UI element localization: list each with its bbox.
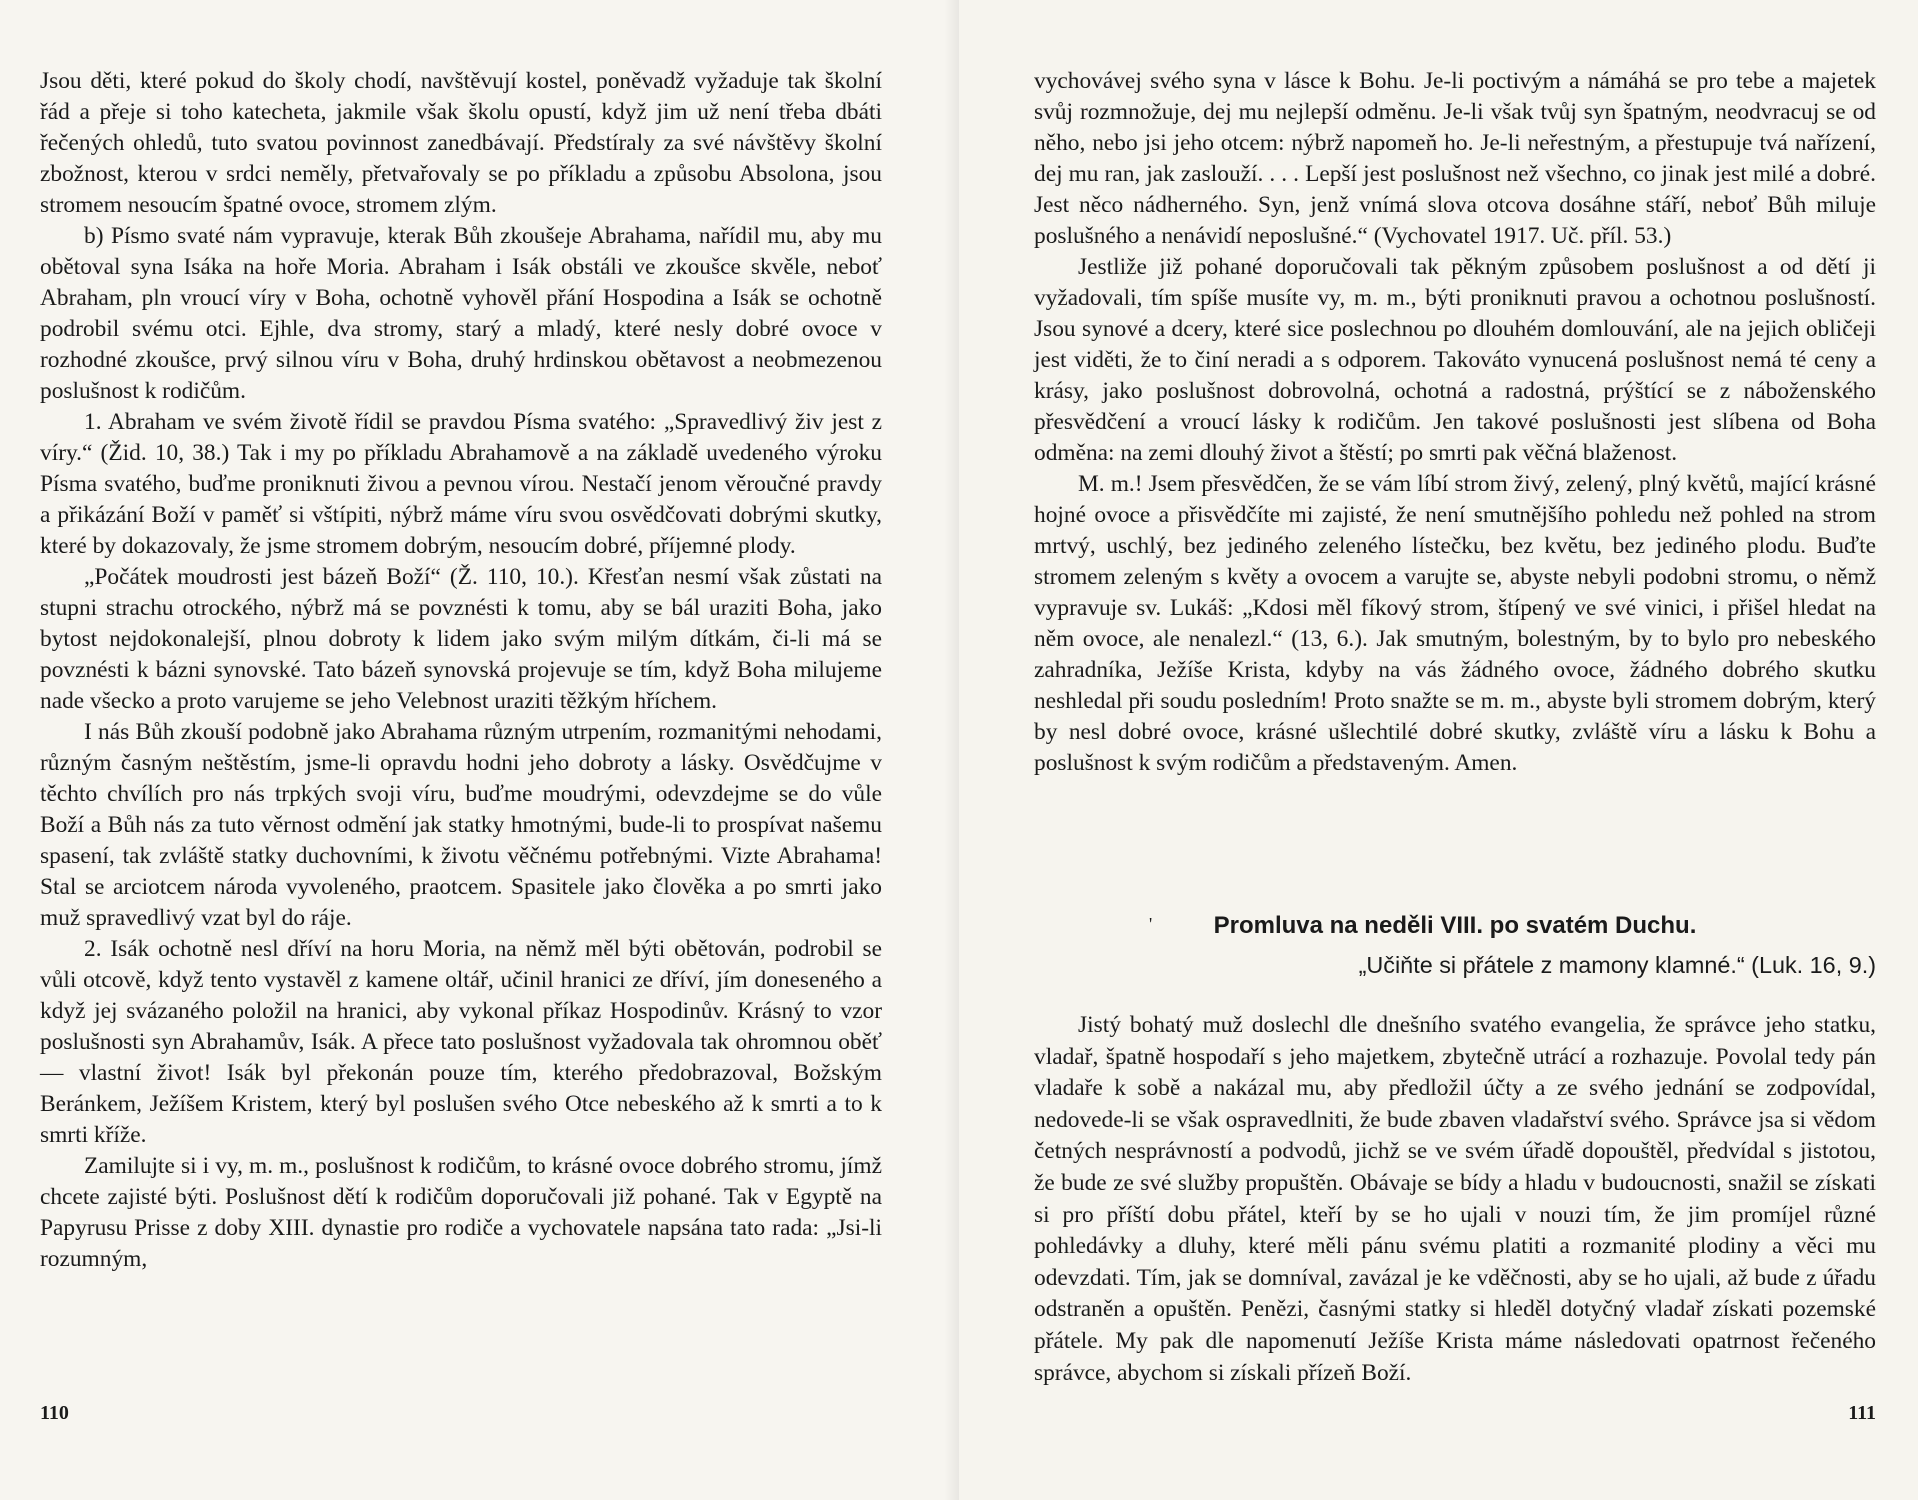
paragraph: Jsou děti, které pokud do školy chodí, navštěvují kostel, poněvadž vyžaduje tak školní řád a přeje si toho katecheta, jakmile však školu opustí, když jim už není třeba dbáti řečených ohledů, tuto svatou povinnost zanedbávají. Předstíraly za své návštěvy školní zbožnost, kterou v srdci neměly, přetvařovaly se po příkladu a způsobu Absolona, jsou stromem nesoucím špatné ovoce, stromem zlým. bbox=[40, 68, 882, 218]
page-number-right: 111 bbox=[1848, 1402, 1876, 1424]
page-number-left: 110 bbox=[40, 1402, 69, 1424]
paragraph: 1. Abraham ve svém životě řídil se pravdou Písma svatého: „Spravedlivý živ jest z víry.“ (Žid. 10, 38.) Tak i my po příkladu Abrahamově a na základě uvedeného výroku Písma svatého, buďme proniknuti živou a pevnou vírou. Nestačí jenom věroučné pravdy a přikázání Boží v paměť si vštípiti, nýbrž máme víru svou osvědčovati dobrými skutky, které by dokazovaly, že jsme stromem dobrým, nesoucím dobré, příjemné plody. bbox=[40, 409, 882, 559]
paragraph: b) Písmo svaté nám vypravuje, kterak Bůh zkoušeje Abrahama, nařídil mu, aby mu obětoval syna Isáka na hoře Moria. Abraham i Isák obstáli ve zkoušce skvěle, neboť Abraham, pln vroucí víry v Boha, ochotně vyhověl přání Hospodina a Isák se ochotně podrobil svému otci. Ejhle, dva stromy, starý a mladý, které nesly dobré ovoce v rozhodné zkoušce, prvý silnou víru v Boha, druhý hrdinskou obětavost a neobmezenou poslušnost k rodičům. bbox=[40, 223, 882, 404]
right-page bbox=[959, 0, 1918, 1500]
paragraph: Jestliže již pohané doporučovali tak pěkným způsobem poslušnost a od dětí ji vyžadovali, tím spíše musíte vy, m. m., býti proniknuti pravou a ochotnou poslušností. Jsou synové a dcery, které sice poslechnou po dlouhém domlouvání, ale na jejich obličeji jest viděti, že to činí neradi a s odporem. Takováto vynucená poslušnost nemá té ceny a krásy, jako poslušnost dobrovolná, ochotná a radostná, prýštící se z náboženského přesvědčení a vroucí lásky k rodičům. Jen takové poslušnosti jest slíbena od Boha odměna: na zemi dlouhý život a štěstí; po smrti pak věčná blaženost. bbox=[1034, 254, 1876, 466]
paragraph: 2. Isák ochotně nesl dříví na horu Moria, na němž měl býti obětován, podrobil se vůli otcově, když tento vystavěl z kamene oltář, učinil hranici ze dříví, jím doneseného a když jej svázaného položil na hranici, aby vykonal příkaz Hospodinův. Krásný to vzor poslušnosti syn Abrahamův, Isák. A přece tato poslušnost vyžadovala tak ohromnou oběť — vlastní život! Isák byl překonán pouze tím, kterého předobrazoval, Božským Beránkem, Ježíšem Kristem, který byl poslušen svého Otce nebeského až k smrti a to k smrti kříže. bbox=[40, 936, 882, 1148]
sermon-body bbox=[1034, 1010, 1876, 1389]
continuation-paragraph: vychovávej svého syna v lásce k Bohu. Je-li poctivým a námáhá se pro tebe a majetek svůj rozmnožuje, dej mu nejlepší odměnu. Je-li však tvůj syn špatným, neodvracuj se od něho, nebo jsi jeho otcem: nýbrž napomeň ho. Je-li neřestným, a přestupuje tvá nařízení, dej mu ran, jak zaslouží. . . . Lepší jest poslušnost než všechno, co jinak jest milé a dobré. Jest něco nádherného. Syn, jenž vnímá slova otcova dosáhne stáří, neboť Bůh miluje poslušného a nenávidí neposlušné.“ (Vychovatel 1917. Uč. příl. 53.) bbox=[1034, 68, 1876, 249]
paragraph: „Počátek moudrosti jest bázeň Boží“ (Ž. 110, 10.). Křesťan nesmí však zůstati na stupni strachu otrockého, nýbrž má se povznésti k tomu, aby se bál uraziti Boha, jako bytost nejdokonalejší, plnou dobroty k lidem jako svým milým dítkám, či-li má se povznésti k bázni synovské. Tato bázeň synovská projevuje se tím, když Boha milujeme nade všecko a proto varujeme se jeho Velebnost uraziti těžkým hříchem. bbox=[40, 564, 882, 714]
paragraph: I nás Bůh zkouší podobně jako Abrahama různým utrpením, rozmanitými nehodami, různým časným neštěstím, jsme-li opravdu hodni jeho dobroty a lásky. Osvědčujme v těchto chvílích pro nás trpkých svoji víru, buďme moudrými, odevzdejme se do vůle Boží a Bůh nás za tuto věrnost odmění jak statky hmotnými, bude-li to prospívat našemu spasení, tak zvláště statky duchovními, k životu věčnému potřebnými. Vizte Abrahama! Stal se arciotcem národa vyvoleného, praotcem. Spasitele jako člověka a po smrti jako muž spravedlivý vzat byl do ráje. bbox=[40, 719, 882, 931]
paragraph: M. m.! Jsem přesvědčen, že se vám líbí strom živý, zelený, plný květů, mající krásné hojné ovoce a přisvědčíte mi zajisté, že není smutnějšího pohledu než pohled na strom mrtvý, uschlý, bez jediného zeleného lístečku, bez květu, bez jediného plodu. Buďte stromem zeleným s květy a ovocem a varujte se, abyste nebyli podobni stromu, o němž vypravuje sv. Lukáš: „Kdosi měl fíkový strom, štípený ve své vinici, i přišel hledat na něm ovoce, ale nenalezl.“ (13, 6.). Jak smutným, bolestným, by to bylo pro nebeského zahradníka, Ježíše Krista, kdyby na vás žádného ovoce, žádného dobrého skutku neshledal při soudu posledním! Proto snažte se m. m., abyste byli stromem dobrým, který by nesl dobré ovoce, krásné ušlechtilé dobré skutky, zvláště víru a lásku k Bohu a poslušnost k svým rodičům a představeným. Amen. bbox=[1034, 471, 1876, 776]
paragraph: Jistý bohatý muž doslechl dle dnešního svatého evangelia, že správce jeho statku, vladař, špatně hospodaří s jeho majetkem, zbytečně utrácí a rozhazuje. Povolal tedy pán vladaře k sobě a nakázal mu, aby předložil účty a ze svého jednání se zodpovídal, nedovede-li se však ospravedlniti, že bude zbaven vladařství svého. Správce jsa si vědom četných nesprávností a podvodů, jichž se ve svém úřadě dopouštěl, předvídal s jistotou, že bude ze své služby propuštěn. Obávaje se bídy a hladu v budoucnosti, snažil se získati si pro příští dobu přátel, kteří by se ho ujali v nouzi tím, že jim promíjel různé pohledávky a dluhy, které měli pánu svému platiti a rozmanité plodiny a věci mu odevzdati. Tím, jak se domníval, zavázal je ke vděčnosti, aby se ho ujali, až bude z úřadu odstraněn a opuštěn. Penězi, časnými statky si hleděl dotyčný vladař získati pozemské přátele. My pak dle napomenutí Ježíše Krista máme následovati opatrnost řečeného správce, abychom si získali přízeň Boží. bbox=[1034, 1012, 1876, 1386]
sermon-heading: Promluva na neděli VIII. po svatém Duchu. bbox=[1213, 912, 1697, 939]
paragraph: Zamilujte si i vy, m. m., poslušnost k rodičům, to krásné ovoce dobrého stromu, jímž chcete zajisté býti. Poslušnost dětí k rodičům doporučovali již pohané. Tak v Egyptě na Papyrusu Prisse z doby XIII. dynastie pro rodiče a vychovatele napsána tato rada: „Jsi-li rozumným, bbox=[40, 1153, 882, 1272]
right-page-text bbox=[1034, 66, 1876, 779]
heading-mark: ' bbox=[1149, 914, 1153, 934]
epigraph: „Učiňte si přátele z mamony klamné.“ (Luk. 16, 9.) bbox=[1358, 952, 1876, 978]
left-page-text bbox=[40, 66, 882, 1275]
